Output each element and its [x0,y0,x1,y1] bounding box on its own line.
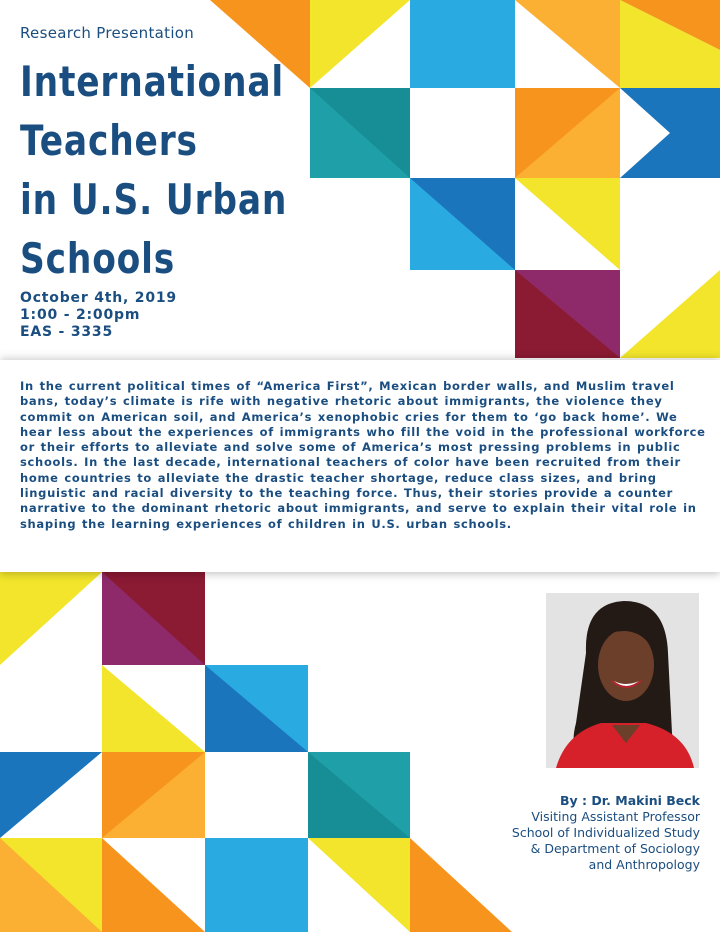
bottom-pattern [0,572,512,932]
speaker-department: & Department of Sociology [530,841,700,856]
event-date: October 4th, 2019 [20,290,177,306]
page-title [20,52,287,288]
event-details [20,290,177,341]
title-line: International [20,57,285,106]
speaker-name: By : Dr. Makini Beck [560,793,700,808]
event-time: 1:00 - 2:00pm [20,307,141,323]
portrait-illustration [546,593,699,768]
event-type-label: Research Presentation [20,24,195,42]
speaker-portrait-icon [546,593,699,768]
title-line: in U.S. Urban [20,175,288,224]
title-line: Schools [20,234,176,283]
event-room: EAS - 3335 [20,324,114,340]
speaker-info [512,793,700,873]
speaker-school: School of Individualized Study [511,825,700,840]
abstract-text: In the current political times of “America First”, Mexican border walls, and Muslim travel bans, today’s climate is rife with negative rhetoric about immigrants, the violence they commit on American soil, and America’s xenophobic cries for them to ‘go back home’. We hear less about the experiences of immigrants who fill the void in the professional workforce or their efforts to alleviate and solve some of America’s most pressing problems in public schools. In the last decade, international teachers of color have been recruited from their home countries to alleviate the drastic teacher shortage, reduce class sizes, and bring linguistic and racial diversity to the teaching force. Thus, their stories provide a counter narrative to the dominant rhetoric about immigrants, and serve to explain their vital role in shaping the learning experiences of children in U.S. urban schools. [20,379,706,531]
title-line: Teachers [20,116,198,165]
speaker-department-cont: and Anthropology [588,857,700,872]
speaker-title: Visiting Assistant Professor [531,809,700,824]
